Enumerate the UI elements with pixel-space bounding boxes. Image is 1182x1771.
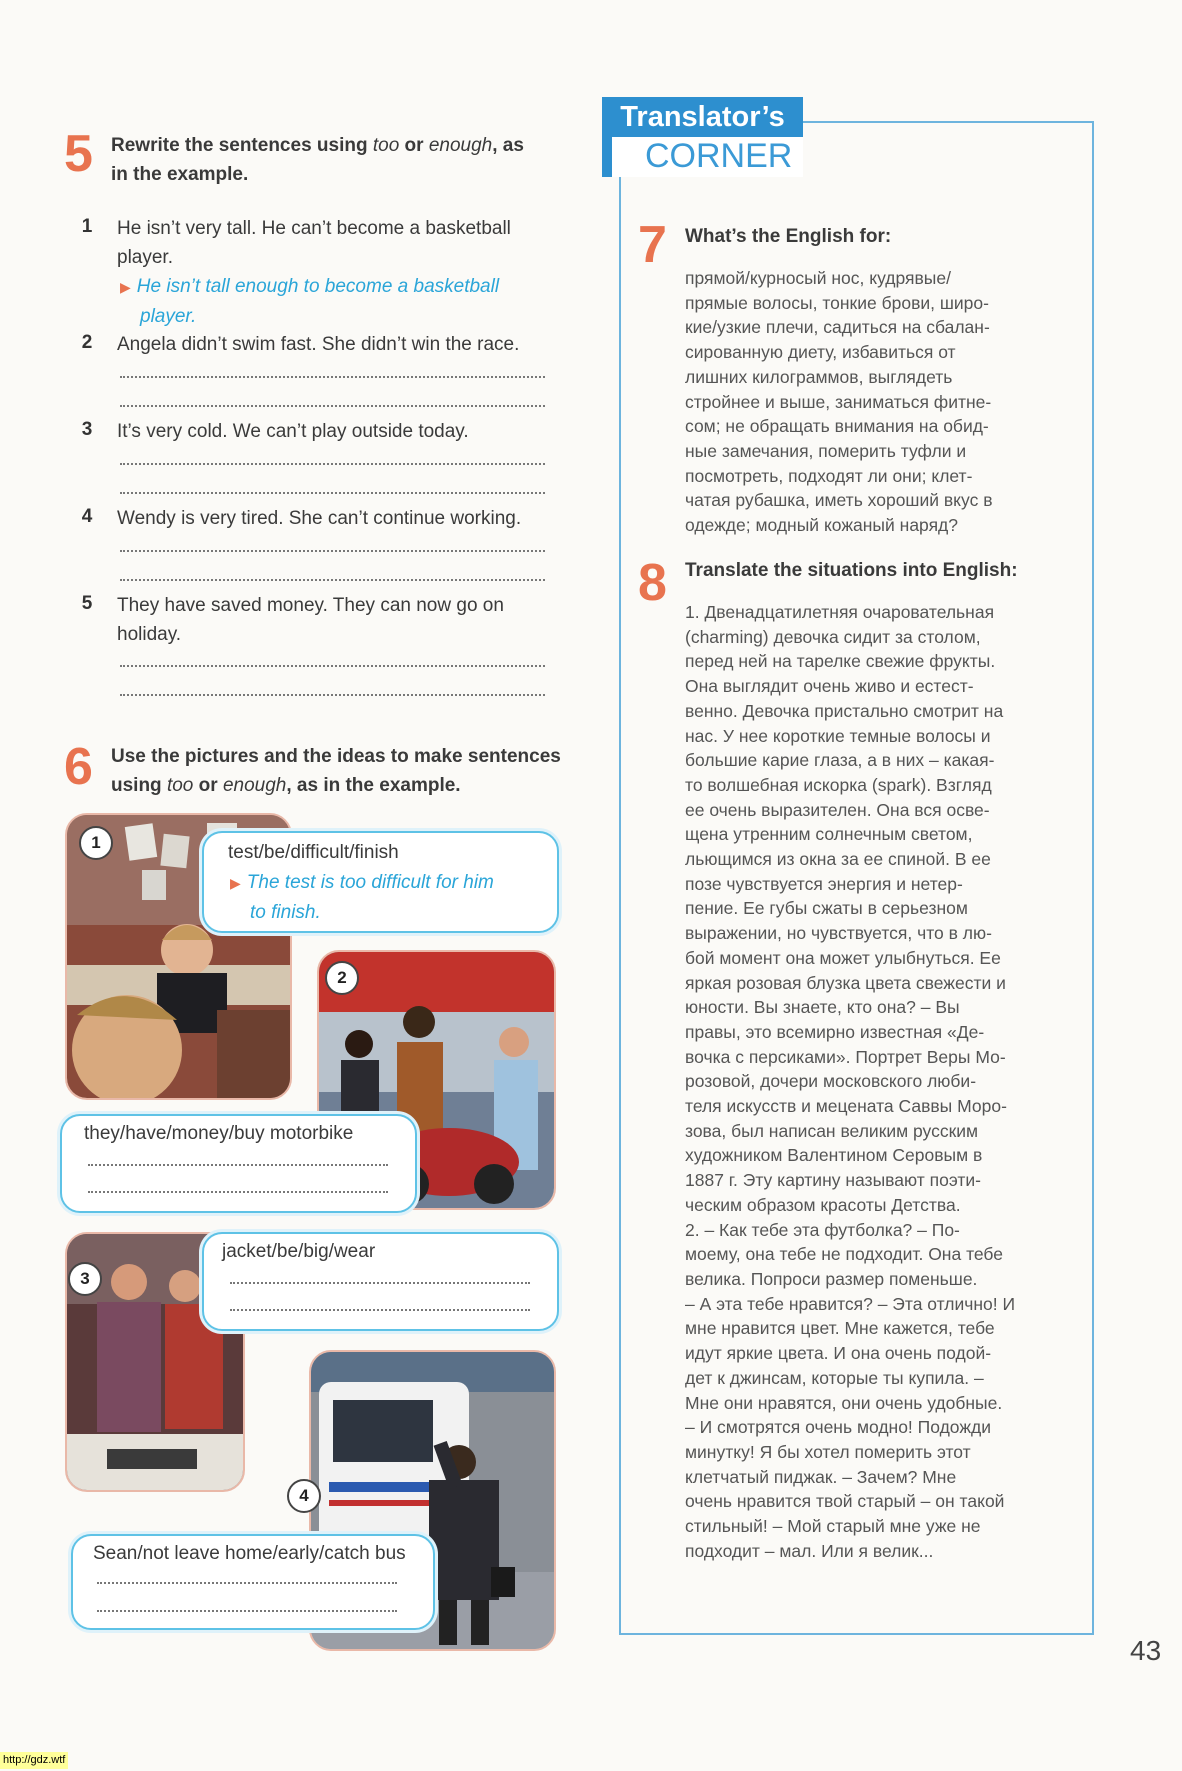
- prompt-bubble-2: [60, 1114, 417, 1213]
- text-line: ческим образом красоты Детства.: [685, 1194, 961, 1215]
- text-line: бой момент она может улыбнуться. Ее: [685, 947, 1001, 968]
- answer-line[interactable]: [120, 663, 545, 667]
- exercise-6-number: 6: [64, 738, 93, 796]
- prompt-bubble-4: [71, 1534, 435, 1630]
- text-line: моему, она тебе не подходит. Она тебе: [685, 1244, 1003, 1265]
- text-line: зова, был написан великим русским: [685, 1120, 979, 1141]
- text-line: большие карие глаза, а в них – какая-: [685, 750, 995, 771]
- arrow-icon: ▶: [120, 279, 131, 295]
- text-line: 2. – Как тебе эта футболка? – По-: [685, 1219, 960, 1240]
- picture-number-badge: 4: [287, 1479, 321, 1513]
- exercise-8-heading: Translate the situations into English:: [685, 560, 1018, 581]
- exercise-7-phrases: [685, 266, 1057, 538]
- item-number: 1: [81, 216, 93, 237]
- answer-line[interactable]: [88, 1189, 388, 1193]
- item-number: 2: [81, 332, 93, 353]
- answer-line[interactable]: [230, 1280, 530, 1284]
- answer-line[interactable]: [97, 1580, 397, 1584]
- prompt-bubble-1: [202, 831, 559, 933]
- text-line: льющимся из окна за ее спиной. В ее: [685, 849, 991, 870]
- translators-corner-subtitle: CORNER: [612, 137, 803, 177]
- text-line: прямой/курносый нос, кудрявые/: [685, 268, 951, 288]
- text-line: Мне они нравятся, они очень удобные.: [685, 1392, 1003, 1413]
- text-line: прямые волосы, тонкие брови, широ-: [685, 292, 989, 313]
- exercise-5-instructions: Rewrite the sentences using too or enough, as in the example.: [111, 135, 524, 185]
- text-line: чатая рубашка, иметь хороший вкус в: [685, 490, 993, 511]
- text-line: сированную диету, избавиться от: [685, 342, 956, 363]
- item-sentence: They have saved money. They can now go on holiday.: [117, 595, 504, 645]
- item-number: 4: [81, 506, 93, 527]
- text-line: ные замечания, померить туфли и: [685, 440, 967, 461]
- text-line: – А эта тебе нравится? – Эта отлично! И: [685, 1293, 1016, 1314]
- item-number: 5: [81, 593, 93, 614]
- text-line: пение. Ее губы сжаты в серьезном: [685, 898, 968, 919]
- text-line: стройнее и выше, заниматься фитне-: [685, 391, 992, 412]
- text-line: юности. Вы знаете, кто она? – Вы: [685, 997, 960, 1018]
- page-number: 43: [1130, 1635, 1162, 1666]
- item-number: 3: [81, 419, 93, 440]
- text-line: минутку! Я бы хотел померить этот: [685, 1441, 971, 1462]
- text-line: щена утренним солнечным светом,: [685, 824, 973, 845]
- answer-line[interactable]: [120, 461, 545, 465]
- text-line: перед ней на тарелке свежие фрукты.: [685, 651, 996, 672]
- text-line: 1. Двенадцатилетняя очаровательная: [685, 602, 995, 622]
- text-line: подходит – мал. Или я велик...: [685, 1540, 934, 1561]
- text-line: сом; не обращать внимания на обид-: [685, 416, 989, 437]
- prompt-text: they/have/money/buy motorbike: [84, 1123, 354, 1144]
- item-sentence: He isn’t very tall. He can’t become a basketball player.: [117, 218, 511, 268]
- text-line: правы, это всемирно известная «Де-: [685, 1021, 985, 1042]
- answer-line[interactable]: [120, 403, 545, 407]
- example-answer: ▶ The test is too difficult for him to finish.: [230, 872, 494, 923]
- item-sentence: Angela didn’t swim fast. She didn’t win the race.: [117, 334, 520, 355]
- text-line: нас. У нее короткие темные волосы и: [685, 725, 991, 746]
- exercise-5-number: 5: [64, 125, 93, 183]
- item-sentence: It’s very cold. We can’t play outside today.: [117, 421, 469, 442]
- text-line: 1887 г. Эту картину называют поэти-: [685, 1170, 981, 1191]
- text-line: посмотреть, подходят ли они; клет-: [685, 465, 973, 486]
- text-line: – И смотрятся очень модно! Подожди: [685, 1417, 992, 1438]
- text-line: ее очень выразителен. Она вся осве-: [685, 799, 990, 820]
- text-line: дет к джинсам, которые ты купила. –: [685, 1367, 984, 1388]
- text-line: розовой, дочери московского люби-: [685, 1071, 977, 1092]
- answer-line[interactable]: [97, 1608, 397, 1612]
- text-line: теля искусств и мецената Саввы Моро-: [685, 1096, 1007, 1117]
- text-line: венно. Девочка пристально смотрит на: [685, 700, 1004, 721]
- text-line: выражении, но чувствуется, что в лю-: [685, 923, 992, 944]
- text-line: художником Валентином Серовым в: [685, 1145, 983, 1166]
- picture-number-badge: 2: [325, 961, 359, 995]
- answer-line[interactable]: [88, 1162, 388, 1166]
- picture-number-badge: 1: [79, 826, 113, 860]
- exercise-7-number: 7: [638, 216, 667, 274]
- text-line: позе чувствуется энергия и нетер-: [685, 873, 963, 894]
- prompt-text: Sean/not leave home/early/catch bus: [93, 1543, 406, 1564]
- exercise-8-situations: [685, 600, 1057, 1563]
- text-line: клетчатый пиджак. – Зачем? Мне: [685, 1466, 957, 1487]
- text-line: лишних килограммов, выглядеть: [685, 366, 953, 387]
- text-line: очень нравится твой старый – он такой: [685, 1491, 1005, 1512]
- text-line: велика. Попроси размер поменьше.: [685, 1268, 978, 1289]
- answer-line[interactable]: [120, 374, 545, 378]
- prompt-text: test/be/difficult/finish: [228, 842, 399, 863]
- answer-line[interactable]: [120, 548, 545, 552]
- arrow-icon: ▶: [230, 875, 241, 891]
- item-sentence: Wendy is very tired. She can’t continue working.: [117, 508, 522, 529]
- text-line: Она выглядит очень живо и естест-: [685, 676, 974, 697]
- text-line: стильный! – Мой старый мне уже не: [685, 1516, 981, 1537]
- exercise-7-heading: What’s the English for:: [685, 226, 892, 247]
- picture-number-badge: 3: [68, 1262, 102, 1296]
- text-line: вочка с персиками». Портрет Веры Мо-: [685, 1046, 1006, 1067]
- text-line: яркая розовая блузка цвета свежести и: [685, 972, 1006, 993]
- text-line: идут яркие цвета. И она очень подой-: [685, 1343, 992, 1364]
- answer-line[interactable]: [120, 490, 545, 494]
- text-line: одежде; модный кожаный наряд?: [685, 515, 959, 536]
- source-url[interactable]: http://gdz.wtf: [0, 1752, 68, 1769]
- text-line: (charming) девочка сидит за столом,: [685, 626, 981, 647]
- exercise-8-number: 8: [638, 554, 667, 612]
- answer-line[interactable]: [230, 1307, 530, 1311]
- exercise-6-instructions: Use the pictures and the ideas to make sentences using too or enough, as in the example.: [111, 746, 561, 796]
- prompt-text: jacket/be/big/wear: [222, 1241, 376, 1262]
- prompt-bubble-3: [202, 1232, 559, 1331]
- title-accent-bar: [602, 137, 612, 177]
- answer-line[interactable]: [120, 692, 545, 696]
- answer-line[interactable]: [120, 577, 545, 581]
- text-line: мне нравится цвет. Мне кажется, тебе: [685, 1318, 995, 1339]
- example-answer: ▶ He isn’t tall enough to become a basketball player.: [120, 276, 500, 327]
- translators-corner-title: Translator’s: [602, 97, 803, 137]
- text-line: то волшебная искорка (spark). Взгляд: [685, 774, 992, 795]
- text-line: кие/узкие плечи, садиться на сбалан-: [685, 317, 990, 338]
